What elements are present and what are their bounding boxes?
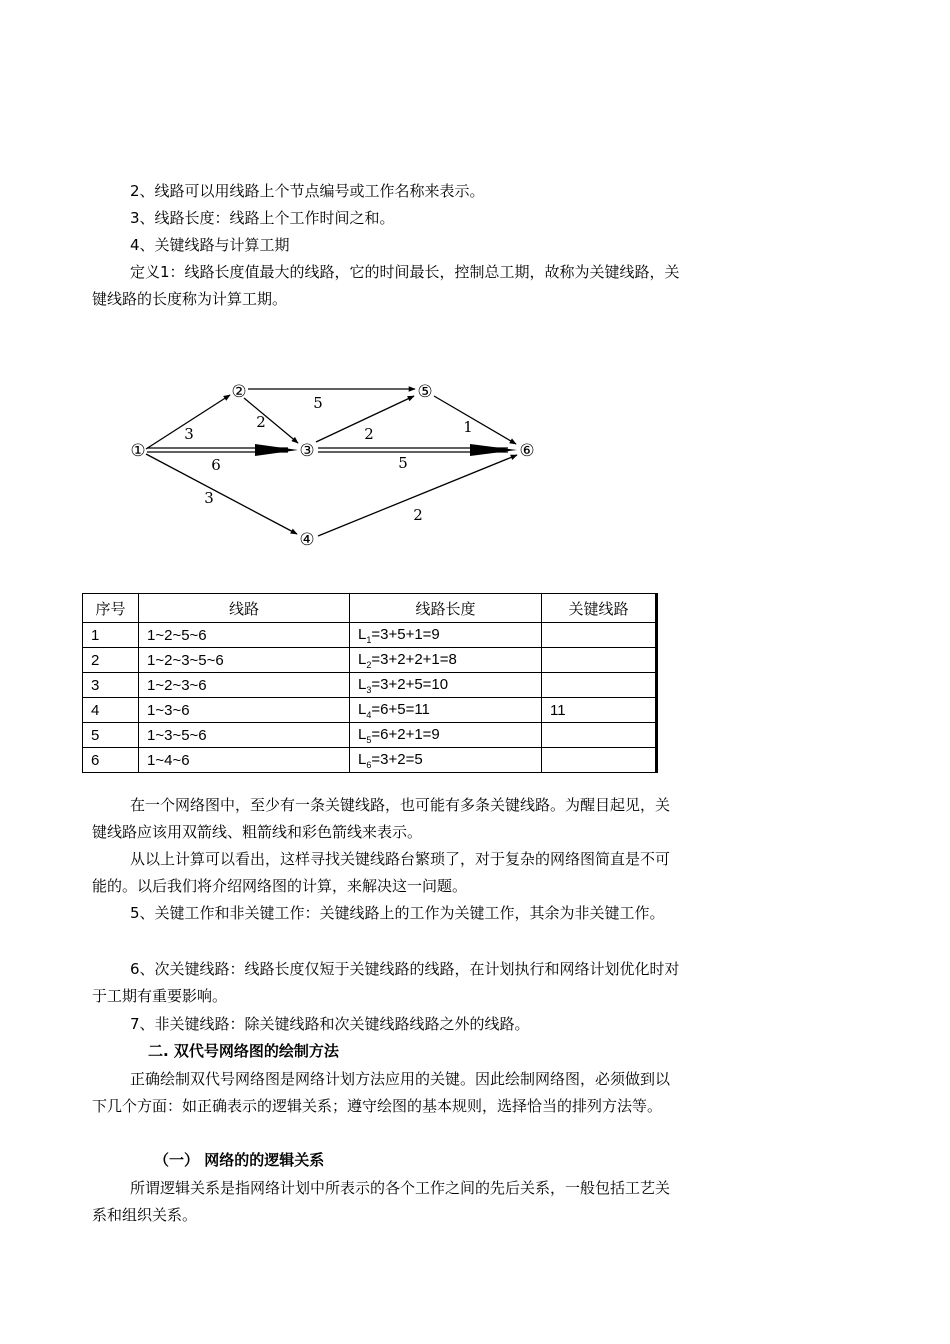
cell-path: 1~4~6: [139, 748, 350, 773]
edge-2-3: [244, 398, 298, 443]
cell-critical: [542, 648, 656, 673]
edge-3-6-arrowhead: [470, 444, 517, 456]
table-row: [83, 623, 656, 648]
label-edge-3-5: 2: [364, 425, 374, 443]
table-header-row: [83, 594, 656, 623]
cell-seq: 5: [83, 723, 139, 748]
edge-5-6: [434, 396, 516, 444]
cell-path: 1~3~5~6: [139, 723, 350, 748]
cell-length: $L_2=3+2+2+1=8$: [350, 648, 542, 673]
label-edge-2-3: 2: [256, 413, 266, 431]
cell-critical: [542, 748, 656, 773]
cell-path: 1~2~3~6: [139, 673, 350, 698]
cell-seq: 6: [83, 748, 139, 773]
cell-path: 1~2~5~6: [139, 623, 350, 648]
node-4: ④: [299, 530, 315, 550]
cell-path: 1~2~3~5~6: [139, 648, 350, 673]
table-row: [83, 698, 656, 723]
cell-critical: 11: [542, 698, 656, 723]
cell-path: 1~3~6: [139, 698, 350, 723]
label-edge-1-2: 3: [184, 425, 194, 443]
node-1: ①: [130, 441, 146, 461]
sub-heading: （一） 网络的的逻辑关系: [154, 1151, 325, 1169]
edge-1-4: [146, 454, 297, 534]
label-edge-1-3: 6: [211, 456, 221, 474]
path-length-table: [82, 593, 656, 773]
paragraph-multiple-critical-paths: 在一个网络图中，至少有一条关键线路，也可能有多条关键线路。为醒目起见，关键线路应该用双箭线、粗箭线和彩色箭线来表示。: [92, 796, 671, 841]
cell-seq: 2: [83, 648, 139, 673]
table-right-border: [656, 593, 658, 773]
cell-seq: 3: [83, 673, 139, 698]
node-5: ⑤: [417, 382, 433, 402]
cell-seq: 4: [83, 698, 139, 723]
table-row: [83, 673, 656, 698]
label-edge-2-5: 5: [313, 394, 323, 412]
node-3: ③: [299, 441, 315, 461]
cell-length: $L_1=3+5+1=9$: [350, 623, 542, 648]
node-6: ⑥: [519, 441, 535, 461]
paragraph-tedious-search: 从以上计算可以看出，这样寻找关键线路台繁琐了，对于复杂的网络图简直是不可能的。以后我们将介绍网络图的计算，来解决这一问题。: [92, 850, 671, 895]
paragraph-logic-relation: 所谓逻辑关系是指网络计划中所表示的各个工作之间的先后关系，一般包括工艺关系和组织关系。: [92, 1179, 671, 1224]
header-critical: 关键线路: [542, 594, 656, 623]
paragraph-sub-critical-path: 6、次关键线路：线路长度仅短于关键线路的线路，在计划执行和网络计划优化时对于工期有重要影响。: [92, 960, 680, 1005]
section-heading: 二. 双代号网络图的绘制方法: [148, 1042, 339, 1060]
paragraph-definition-1: 定义1：线路长度值最大的线路，它的时间最长，控制总工期，故称为关键线路，关键线路的长度称为计算工期。: [92, 263, 680, 308]
network-diagram: [0, 370, 700, 560]
cell-length: $L_6=3+2=5$: [350, 748, 542, 773]
paragraph-non-critical-path: 7、非关键线路：除关键线路和次关键线路线路之外的线路。: [130, 1015, 530, 1033]
table-row: [83, 648, 656, 673]
node-2: ②: [231, 382, 247, 402]
paragraph-critical-work: 5、关键工作和非关键工作：关键线路上的工作为关键工作，其余为非关键工作。: [130, 904, 665, 922]
paragraph-critical-path-title: 4、关键线路与计算工期: [130, 236, 290, 254]
cell-critical: [542, 673, 656, 698]
cell-critical: [542, 723, 656, 748]
table-row: [83, 723, 656, 748]
label-edge-1-4: 3: [204, 489, 214, 507]
cell-seq: 1: [83, 623, 139, 648]
paragraph-line-length: 3、线路长度：线路上个工作时间之和。: [130, 209, 395, 227]
cell-length: $L_4=6+5=11$: [350, 698, 542, 723]
header-path: 线路: [139, 594, 350, 623]
label-edge-5-6: 1: [463, 418, 473, 436]
header-seq: 序号: [83, 594, 139, 623]
paragraph-drawing-method: 正确绘制双代号网络图是网络计划方法应用的关键。因此绘制网络图，必须做到以下几个方面：如正确表示的逻辑关系；遵守绘图的基本规则，选择恰当的排列方法等。: [92, 1070, 671, 1115]
edge-1-3-arrowhead: [255, 444, 298, 456]
cell-length: $L_3=3+2+5=10$: [350, 673, 542, 698]
paragraph-line-notation: 2、线路可以用线路上个节点编号或工作名称来表示。: [130, 182, 485, 200]
label-edge-3-6: 5: [398, 454, 408, 472]
cell-length: $L_5=6+2+1=9$: [350, 723, 542, 748]
cell-critical: [542, 623, 656, 648]
label-edge-4-6: 2: [413, 506, 423, 524]
table-row: [83, 748, 656, 773]
header-length: 线路长度: [350, 594, 542, 623]
